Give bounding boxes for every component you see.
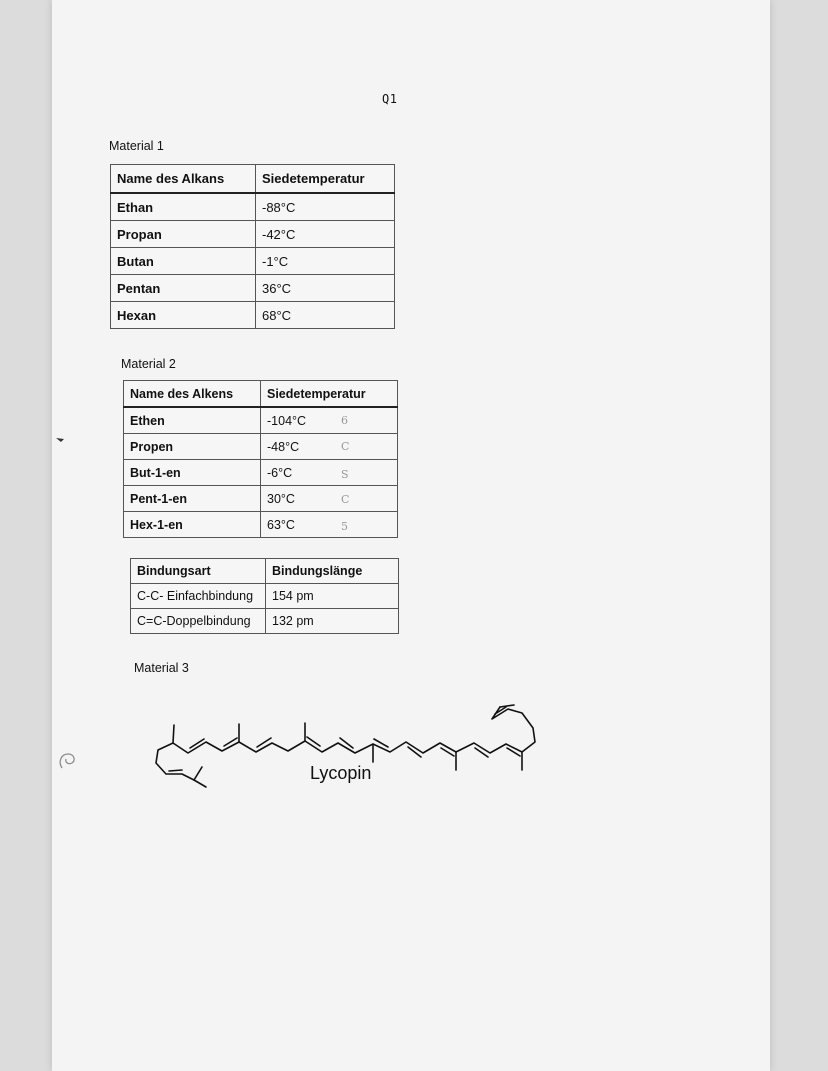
double-bond-line: [340, 738, 353, 748]
table-row: [124, 486, 398, 512]
col-header-boiling: Siedetemperatur: [256, 165, 395, 194]
table-row: [131, 584, 399, 609]
terminal-branch: [194, 780, 206, 787]
boiling-point: -1°C: [256, 248, 395, 275]
page-header: Q1: [382, 92, 398, 106]
alkene-name: Ethen: [124, 407, 261, 434]
col-header-bond-type: Bindungsart: [131, 559, 266, 584]
alkene-name: Hex-1-en: [124, 512, 261, 538]
table-row: [124, 460, 398, 486]
table-header-row: [111, 165, 395, 194]
punch-hole-mark: [57, 752, 79, 770]
boiling-cell: [261, 460, 398, 486]
punch-hole-mark: [55, 437, 65, 443]
table-row: [124, 512, 398, 538]
handwritten-note: C: [341, 440, 350, 453]
boiling-cell: [261, 434, 398, 460]
terminal-branch: [194, 767, 202, 780]
col-header-name: Name des Alkens: [124, 381, 261, 408]
alkane-table: [110, 164, 395, 329]
boiling-point: -42°C: [256, 221, 395, 248]
table-header-row: [124, 381, 398, 408]
boiling-point: -104°C: [267, 413, 307, 428]
col-header-boiling: Siedetemperatur: [261, 381, 398, 408]
alkane-name: Ethan: [111, 193, 256, 221]
terminal-branch: [500, 705, 514, 707]
handwritten-note: 5: [341, 520, 348, 533]
alkane-name: Propan: [111, 221, 256, 248]
table-row: [124, 434, 398, 460]
handwritten-note: 6: [341, 414, 348, 427]
table-header-row: [131, 559, 399, 584]
table-row: [111, 275, 395, 302]
double-bond-line: [307, 737, 320, 746]
bond-length: 154 pm: [266, 584, 399, 609]
double-bond-line: [169, 770, 182, 771]
table-row: [111, 302, 395, 329]
boiling-point: 30°C: [267, 491, 295, 506]
bond-type: C=C-Doppelbindung: [131, 609, 266, 634]
alkane-name: Butan: [111, 248, 256, 275]
table-row: [111, 221, 395, 248]
double-bond-line: [475, 748, 488, 757]
boiling-cell: [261, 486, 398, 512]
boiling-point: -6°C: [267, 465, 293, 480]
boiling-point: -88°C: [256, 193, 395, 221]
material3-title: Material 3: [134, 661, 189, 675]
alkene-name: Pent-1-en: [124, 486, 261, 512]
table-row: [111, 248, 395, 275]
table-row: [124, 407, 398, 434]
boiling-point: 36°C: [256, 275, 395, 302]
handwritten-note: C: [341, 493, 350, 506]
table-row: [131, 609, 399, 634]
alkene-name: But-1-en: [124, 460, 261, 486]
boiling-point: -48°C: [267, 439, 300, 454]
boiling-cell: [261, 407, 398, 434]
methyl-line: [173, 725, 174, 743]
alkene-name: Propen: [124, 434, 261, 460]
material2-title: Material 2: [121, 357, 176, 371]
molecule-label: Lycopin: [310, 763, 372, 783]
boiling-point: 68°C: [256, 302, 395, 329]
material1-title: Material 1: [109, 139, 164, 153]
double-bond-line: [408, 747, 421, 757]
alkane-name: Pentan: [111, 275, 256, 302]
handwritten-note: S: [341, 468, 349, 481]
table-row: [111, 193, 395, 221]
boiling-cell: [261, 512, 398, 538]
boiling-point: 63°C: [267, 517, 295, 532]
bond-length-table: [130, 558, 399, 634]
alkene-table: [123, 380, 398, 538]
col-header-bond-length: Bindungslänge: [266, 559, 399, 584]
bond-type: C-C- Einfachbindung: [131, 584, 266, 609]
col-header-name: Name des Alkans: [111, 165, 256, 194]
alkane-name: Hexan: [111, 302, 256, 329]
bond-length: 132 pm: [266, 609, 399, 634]
